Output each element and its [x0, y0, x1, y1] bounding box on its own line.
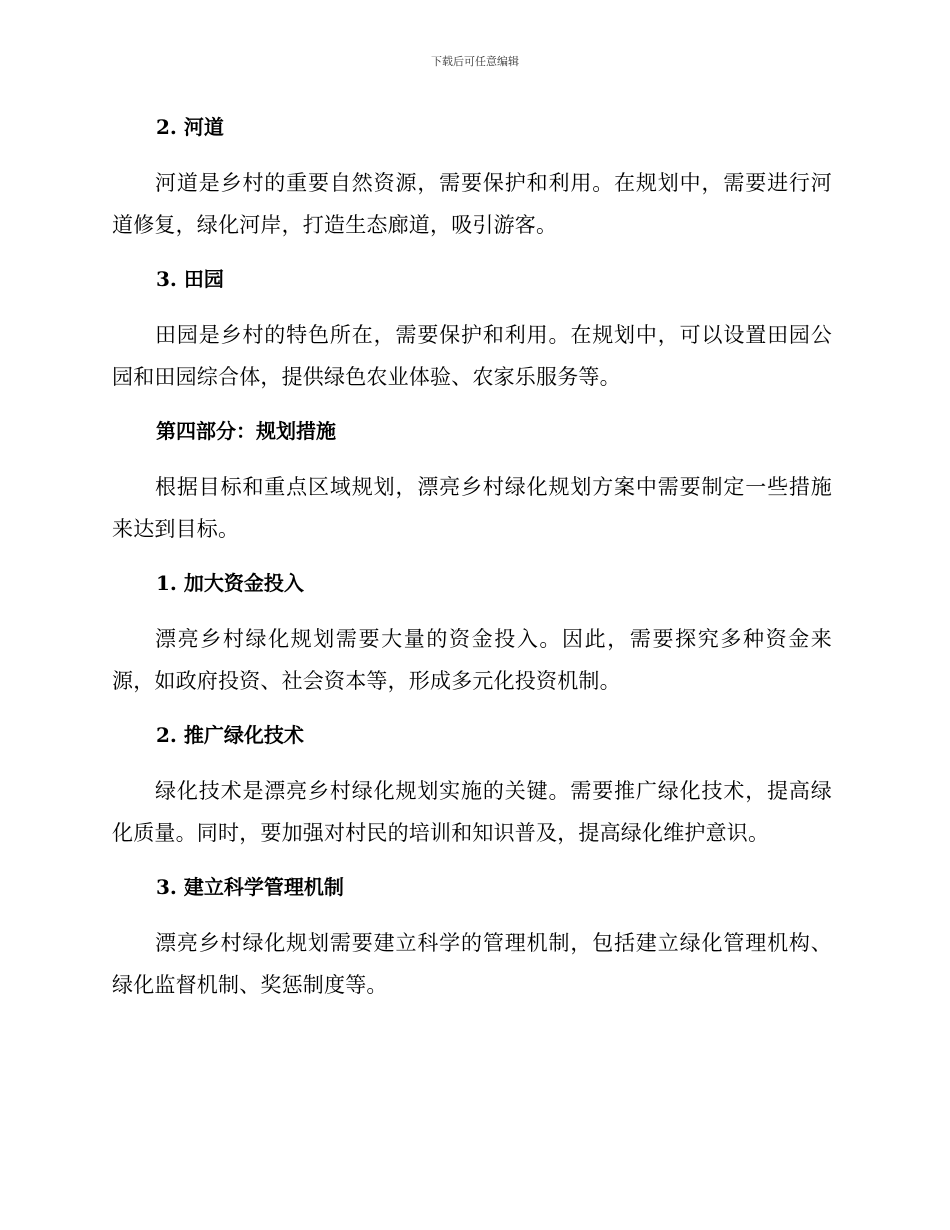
section-funding — [112, 566, 832, 718]
section-heading: 2. 推广绿化技术 — [156, 723, 304, 747]
section-technology — [112, 718, 832, 870]
section-heading: 3. 田园 — [156, 267, 224, 291]
section-management — [112, 870, 832, 1006]
section-heading: 2. 河道 — [156, 115, 224, 139]
section-paragraph: 漂亮乡村绿化规划需要大量的资金投入。因此，需要探究多种资金来源，如政府投资、社会资本等，形成多元化投资机制。 — [112, 627, 832, 693]
section-part-four — [112, 414, 832, 566]
section-paragraph: 根据目标和重点区域规划，漂亮乡村绿化规划方案中需要制定一些措施来达到目标。 — [112, 475, 832, 541]
section-paragraph: 田园是乡村的特色所在，需要保护和利用。在规划中，可以设置田园公园和田园综合体，提供绿色农业体验、农家乐服务等。 — [112, 323, 832, 389]
section-heading: 第四部分：规划措施 — [156, 419, 336, 443]
section-paragraph: 绿化技术是漂亮乡村绿化规划实施的关键。需要推广绿化技术，提高绿化质量。同时，要加强对村民的培训和知识普及，提高绿化维护意识。 — [112, 779, 832, 845]
section-paragraph: 漂亮乡村绿化规划需要建立科学的管理机制，包括建立绿化管理机构、绿化监督机制、奖惩制度等。 — [112, 931, 832, 997]
page-header: 下载后可任意编辑 — [431, 55, 519, 68]
section-heading: 3. 建立科学管理机制 — [156, 875, 344, 899]
section-heading: 1. 加大资金投入 — [156, 571, 304, 595]
document-body — [112, 110, 832, 1006]
section-paragraph: 河道是乡村的重要自然资源，需要保护和利用。在规划中，需要进行河道修复，绿化河岸，打造生态廊道，吸引游客。 — [112, 171, 832, 237]
section-river — [112, 110, 832, 262]
section-farmland — [112, 262, 832, 414]
